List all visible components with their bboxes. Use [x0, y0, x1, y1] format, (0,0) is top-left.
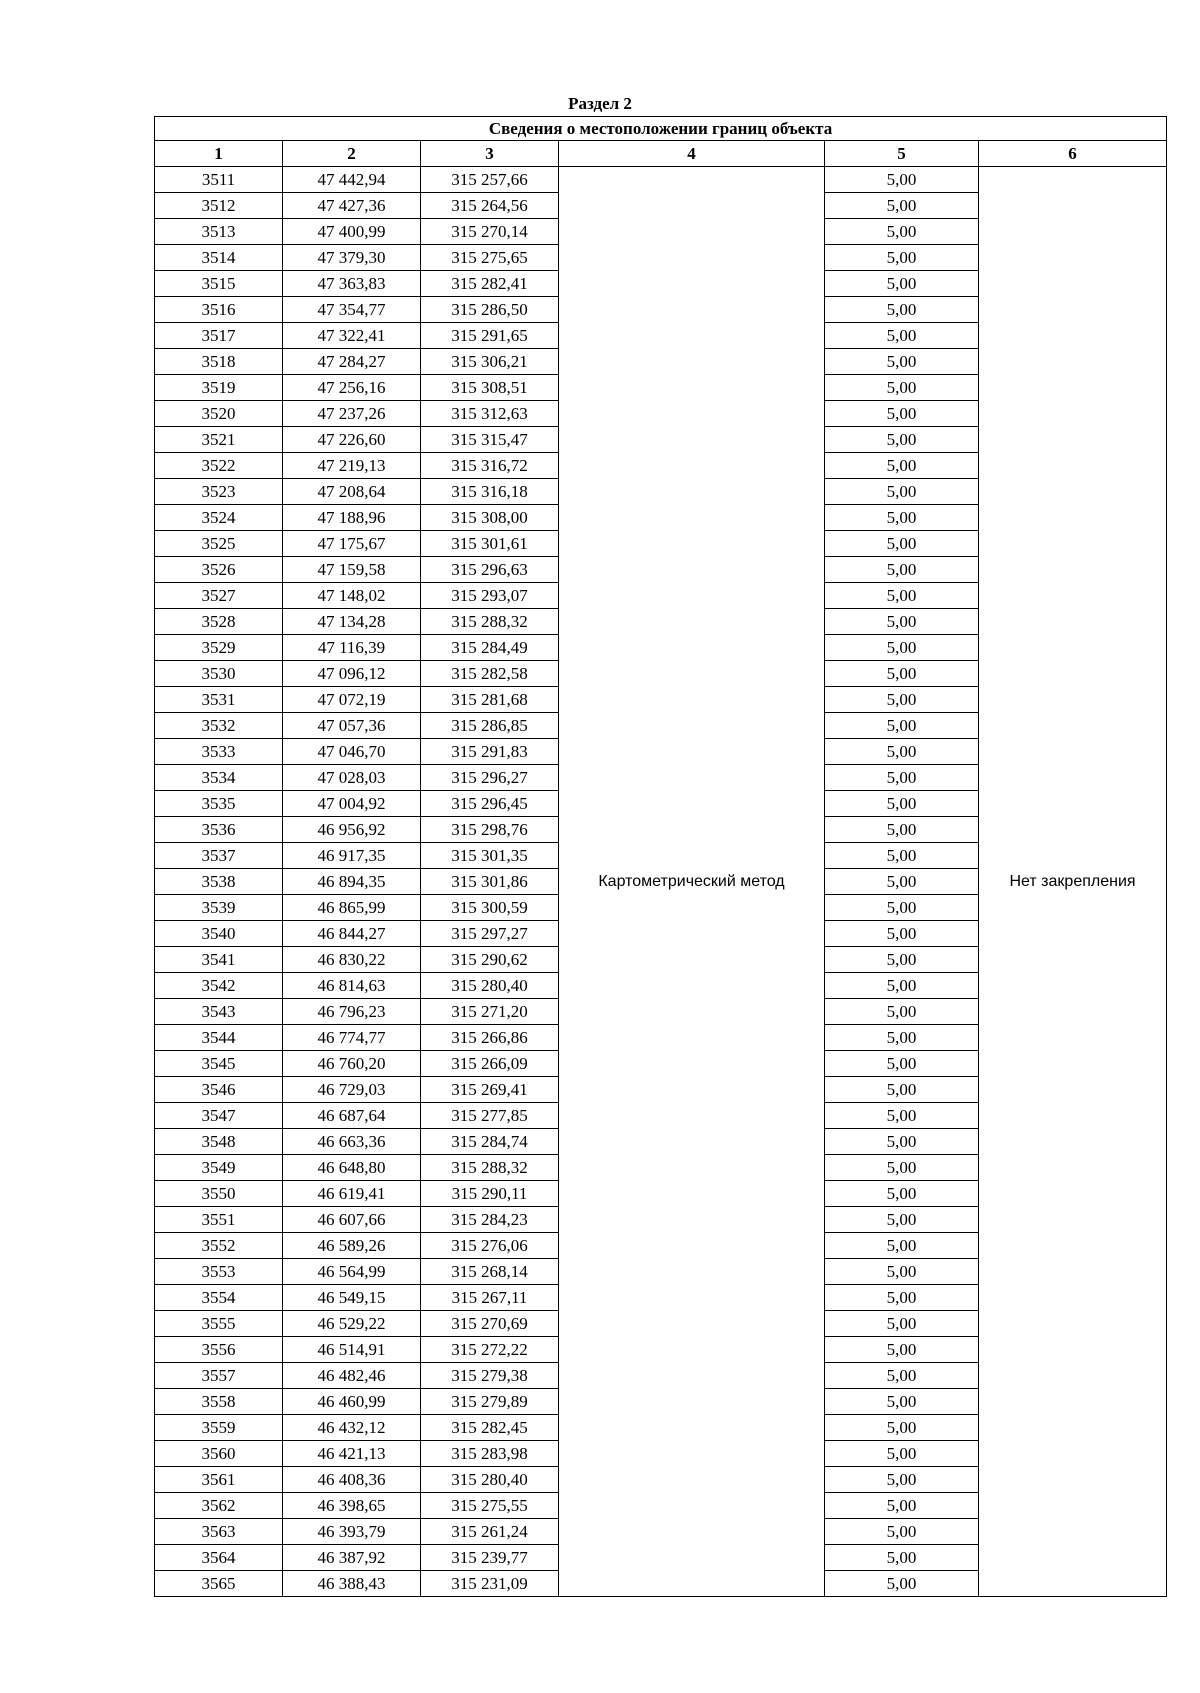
- point-number-cell: 3518: [155, 349, 283, 375]
- x-coordinate-cell: 46 460,99: [283, 1389, 421, 1415]
- x-coordinate-cell: 46 894,35: [283, 869, 421, 895]
- point-number-cell: 3560: [155, 1441, 283, 1467]
- point-number-cell: 3539: [155, 895, 283, 921]
- x-coordinate-cell: 47 004,92: [283, 791, 421, 817]
- fixation-cell: Нет закрепления: [979, 167, 1167, 1597]
- precision-cell: 5,00: [825, 1337, 979, 1363]
- x-coordinate-cell: 46 607,66: [283, 1207, 421, 1233]
- point-number-cell: 3528: [155, 609, 283, 635]
- x-coordinate-cell: 47 046,70: [283, 739, 421, 765]
- precision-cell: 5,00: [825, 453, 979, 479]
- precision-cell: 5,00: [825, 583, 979, 609]
- point-number-cell: 3527: [155, 583, 283, 609]
- y-coordinate-cell: 315 288,32: [421, 1155, 559, 1181]
- point-number-cell: 3559: [155, 1415, 283, 1441]
- precision-cell: 5,00: [825, 765, 979, 791]
- y-coordinate-cell: 315 277,85: [421, 1103, 559, 1129]
- column-header-3: 3: [421, 141, 559, 167]
- precision-cell: 5,00: [825, 531, 979, 557]
- column-header-5: 5: [825, 141, 979, 167]
- precision-cell: 5,00: [825, 349, 979, 375]
- x-coordinate-cell: 47 134,28: [283, 609, 421, 635]
- x-coordinate-cell: 46 844,27: [283, 921, 421, 947]
- precision-cell: 5,00: [825, 973, 979, 999]
- y-coordinate-cell: 315 282,45: [421, 1415, 559, 1441]
- precision-cell: 5,00: [825, 843, 979, 869]
- x-coordinate-cell: 46 564,99: [283, 1259, 421, 1285]
- x-coordinate-cell: 47 159,58: [283, 557, 421, 583]
- y-coordinate-cell: 315 308,00: [421, 505, 559, 531]
- point-number-cell: 3544: [155, 1025, 283, 1051]
- point-number-cell: 3530: [155, 661, 283, 687]
- y-coordinate-cell: 315 316,72: [421, 453, 559, 479]
- table-body: [155, 167, 1167, 1597]
- x-coordinate-cell: 46 956,92: [283, 817, 421, 843]
- column-header-6: 6: [979, 141, 1167, 167]
- precision-cell: 5,00: [825, 817, 979, 843]
- x-coordinate-cell: 47 363,83: [283, 271, 421, 297]
- point-number-cell: 3533: [155, 739, 283, 765]
- y-coordinate-cell: 315 266,86: [421, 1025, 559, 1051]
- y-coordinate-cell: 315 275,55: [421, 1493, 559, 1519]
- precision-cell: 5,00: [825, 1389, 979, 1415]
- x-coordinate-cell: 47 148,02: [283, 583, 421, 609]
- y-coordinate-cell: 315 291,83: [421, 739, 559, 765]
- y-coordinate-cell: 315 257,66: [421, 167, 559, 193]
- precision-cell: 5,00: [825, 323, 979, 349]
- point-number-cell: 3551: [155, 1207, 283, 1233]
- y-coordinate-cell: 315 301,86: [421, 869, 559, 895]
- precision-cell: 5,00: [825, 245, 979, 271]
- y-coordinate-cell: 315 315,47: [421, 427, 559, 453]
- precision-cell: 5,00: [825, 1207, 979, 1233]
- x-coordinate-cell: 46 387,92: [283, 1545, 421, 1571]
- y-coordinate-cell: 315 296,45: [421, 791, 559, 817]
- y-coordinate-cell: 315 293,07: [421, 583, 559, 609]
- point-number-cell: 3563: [155, 1519, 283, 1545]
- point-number-cell: 3538: [155, 869, 283, 895]
- x-coordinate-cell: 46 814,63: [283, 973, 421, 999]
- method-cell: Картометрический метод: [559, 167, 825, 1597]
- precision-cell: 5,00: [825, 401, 979, 427]
- point-number-cell: 3525: [155, 531, 283, 557]
- y-coordinate-cell: 315 270,14: [421, 219, 559, 245]
- y-coordinate-cell: 315 276,06: [421, 1233, 559, 1259]
- x-coordinate-cell: 47 208,64: [283, 479, 421, 505]
- x-coordinate-cell: 46 408,36: [283, 1467, 421, 1493]
- y-coordinate-cell: 315 239,77: [421, 1545, 559, 1571]
- point-number-cell: 3519: [155, 375, 283, 401]
- x-coordinate-cell: 46 529,22: [283, 1311, 421, 1337]
- precision-cell: 5,00: [825, 1363, 979, 1389]
- y-coordinate-cell: 315 308,51: [421, 375, 559, 401]
- y-coordinate-cell: 315 275,65: [421, 245, 559, 271]
- point-number-cell: 3511: [155, 167, 283, 193]
- precision-cell: 5,00: [825, 1233, 979, 1259]
- precision-cell: 5,00: [825, 193, 979, 219]
- x-coordinate-cell: 46 398,65: [283, 1493, 421, 1519]
- y-coordinate-cell: 315 286,50: [421, 297, 559, 323]
- point-number-cell: 3557: [155, 1363, 283, 1389]
- precision-cell: 5,00: [825, 1129, 979, 1155]
- x-coordinate-cell: 47 116,39: [283, 635, 421, 661]
- precision-cell: 5,00: [825, 1441, 979, 1467]
- point-number-cell: 3542: [155, 973, 283, 999]
- x-coordinate-cell: 46 663,36: [283, 1129, 421, 1155]
- precision-cell: 5,00: [825, 1103, 979, 1129]
- x-coordinate-cell: 46 865,99: [283, 895, 421, 921]
- y-coordinate-cell: 315 296,63: [421, 557, 559, 583]
- y-coordinate-cell: 315 306,21: [421, 349, 559, 375]
- precision-cell: 5,00: [825, 1519, 979, 1545]
- point-number-cell: 3521: [155, 427, 283, 453]
- point-number-cell: 3547: [155, 1103, 283, 1129]
- y-coordinate-cell: 315 290,62: [421, 947, 559, 973]
- precision-cell: 5,00: [825, 1571, 979, 1597]
- precision-cell: 5,00: [825, 1259, 979, 1285]
- precision-cell: 5,00: [825, 375, 979, 401]
- y-coordinate-cell: 315 270,69: [421, 1311, 559, 1337]
- x-coordinate-cell: 46 388,43: [283, 1571, 421, 1597]
- x-coordinate-cell: 47 175,67: [283, 531, 421, 557]
- point-number-cell: 3543: [155, 999, 283, 1025]
- precision-cell: 5,00: [825, 869, 979, 895]
- x-coordinate-cell: 47 427,36: [283, 193, 421, 219]
- point-number-cell: 3549: [155, 1155, 283, 1181]
- y-coordinate-cell: 315 284,49: [421, 635, 559, 661]
- precision-cell: 5,00: [825, 505, 979, 531]
- y-coordinate-cell: 315 288,32: [421, 609, 559, 635]
- precision-cell: 5,00: [825, 791, 979, 817]
- point-number-cell: 3556: [155, 1337, 283, 1363]
- y-coordinate-cell: 315 283,98: [421, 1441, 559, 1467]
- precision-cell: 5,00: [825, 271, 979, 297]
- point-number-cell: 3513: [155, 219, 283, 245]
- x-coordinate-cell: 47 237,26: [283, 401, 421, 427]
- point-number-cell: 3540: [155, 921, 283, 947]
- precision-cell: 5,00: [825, 1181, 979, 1207]
- precision-cell: 5,00: [825, 713, 979, 739]
- precision-cell: 5,00: [825, 479, 979, 505]
- x-coordinate-cell: 47 226,60: [283, 427, 421, 453]
- y-coordinate-cell: 315 268,14: [421, 1259, 559, 1285]
- point-number-cell: 3537: [155, 843, 283, 869]
- point-number-cell: 3536: [155, 817, 283, 843]
- precision-cell: 5,00: [825, 219, 979, 245]
- x-coordinate-cell: 47 442,94: [283, 167, 421, 193]
- y-coordinate-cell: 315 284,74: [421, 1129, 559, 1155]
- point-number-cell: 3532: [155, 713, 283, 739]
- x-coordinate-cell: 46 619,41: [283, 1181, 421, 1207]
- point-number-cell: 3561: [155, 1467, 283, 1493]
- y-coordinate-cell: 315 296,27: [421, 765, 559, 791]
- precision-cell: 5,00: [825, 921, 979, 947]
- x-coordinate-cell: 46 687,64: [283, 1103, 421, 1129]
- point-number-cell: 3555: [155, 1311, 283, 1337]
- x-coordinate-cell: 47 057,36: [283, 713, 421, 739]
- precision-cell: 5,00: [825, 1077, 979, 1103]
- precision-cell: 5,00: [825, 1155, 979, 1181]
- y-coordinate-cell: 315 297,27: [421, 921, 559, 947]
- y-coordinate-cell: 315 266,09: [421, 1051, 559, 1077]
- y-coordinate-cell: 315 286,85: [421, 713, 559, 739]
- precision-cell: 5,00: [825, 1285, 979, 1311]
- y-coordinate-cell: 315 269,41: [421, 1077, 559, 1103]
- precision-cell: 5,00: [825, 999, 979, 1025]
- point-number-cell: 3514: [155, 245, 283, 271]
- x-coordinate-cell: 46 774,77: [283, 1025, 421, 1051]
- x-coordinate-cell: 47 400,99: [283, 219, 421, 245]
- section-title: Раздел 2: [568, 94, 632, 113]
- y-coordinate-cell: 315 301,35: [421, 843, 559, 869]
- precision-cell: 5,00: [825, 1415, 979, 1441]
- y-coordinate-cell: 315 271,20: [421, 999, 559, 1025]
- column-header-1: 1: [155, 141, 283, 167]
- x-coordinate-cell: 47 096,12: [283, 661, 421, 687]
- y-coordinate-cell: 315 282,41: [421, 271, 559, 297]
- y-coordinate-cell: 315 298,76: [421, 817, 559, 843]
- point-number-cell: 3535: [155, 791, 283, 817]
- x-coordinate-cell: 46 917,35: [283, 843, 421, 869]
- column-header-2: 2: [283, 141, 421, 167]
- y-coordinate-cell: 315 264,56: [421, 193, 559, 219]
- point-number-cell: 3565: [155, 1571, 283, 1597]
- point-number-cell: 3552: [155, 1233, 283, 1259]
- boundary-coordinates-table: [154, 116, 1167, 1597]
- y-coordinate-cell: 315 300,59: [421, 895, 559, 921]
- precision-cell: 5,00: [825, 167, 979, 193]
- x-coordinate-cell: 47 284,27: [283, 349, 421, 375]
- y-coordinate-cell: 315 282,58: [421, 661, 559, 687]
- point-number-cell: 3516: [155, 297, 283, 323]
- point-number-cell: 3515: [155, 271, 283, 297]
- y-coordinate-cell: 315 280,40: [421, 973, 559, 999]
- point-number-cell: 3531: [155, 687, 283, 713]
- precision-cell: 5,00: [825, 557, 979, 583]
- table-row: [155, 167, 1167, 193]
- point-number-cell: 3534: [155, 765, 283, 791]
- precision-cell: 5,00: [825, 947, 979, 973]
- x-coordinate-cell: 46 421,13: [283, 1441, 421, 1467]
- precision-cell: 5,00: [825, 895, 979, 921]
- point-number-cell: 3553: [155, 1259, 283, 1285]
- precision-cell: 5,00: [825, 1051, 979, 1077]
- y-coordinate-cell: 315 316,18: [421, 479, 559, 505]
- precision-cell: 5,00: [825, 1493, 979, 1519]
- point-number-cell: 3562: [155, 1493, 283, 1519]
- x-coordinate-cell: 47 072,19: [283, 687, 421, 713]
- point-number-cell: 3529: [155, 635, 283, 661]
- x-coordinate-cell: 46 589,26: [283, 1233, 421, 1259]
- table-caption: Сведения о местоположении границ объекта: [155, 117, 1167, 141]
- precision-cell: 5,00: [825, 661, 979, 687]
- point-number-cell: 3517: [155, 323, 283, 349]
- y-coordinate-cell: 315 279,89: [421, 1389, 559, 1415]
- point-number-cell: 3554: [155, 1285, 283, 1311]
- y-coordinate-cell: 315 301,61: [421, 531, 559, 557]
- y-coordinate-cell: 315 279,38: [421, 1363, 559, 1389]
- y-coordinate-cell: 315 291,65: [421, 323, 559, 349]
- precision-cell: 5,00: [825, 739, 979, 765]
- point-number-cell: 3550: [155, 1181, 283, 1207]
- precision-cell: 5,00: [825, 1025, 979, 1051]
- precision-cell: 5,00: [825, 427, 979, 453]
- point-number-cell: 3545: [155, 1051, 283, 1077]
- x-coordinate-cell: 46 482,46: [283, 1363, 421, 1389]
- y-coordinate-cell: 315 267,11: [421, 1285, 559, 1311]
- y-coordinate-cell: 315 281,68: [421, 687, 559, 713]
- point-number-cell: 3526: [155, 557, 283, 583]
- y-coordinate-cell: 315 280,40: [421, 1467, 559, 1493]
- precision-cell: 5,00: [825, 297, 979, 323]
- x-coordinate-cell: 47 379,30: [283, 245, 421, 271]
- precision-cell: 5,00: [825, 1467, 979, 1493]
- y-coordinate-cell: 315 312,63: [421, 401, 559, 427]
- precision-cell: 5,00: [825, 1311, 979, 1337]
- x-coordinate-cell: 46 549,15: [283, 1285, 421, 1311]
- point-number-cell: 3564: [155, 1545, 283, 1571]
- point-number-cell: 3520: [155, 401, 283, 427]
- point-number-cell: 3558: [155, 1389, 283, 1415]
- x-coordinate-cell: 46 393,79: [283, 1519, 421, 1545]
- precision-cell: 5,00: [825, 1545, 979, 1571]
- x-coordinate-cell: 47 354,77: [283, 297, 421, 323]
- point-number-cell: 3523: [155, 479, 283, 505]
- x-coordinate-cell: 46 796,23: [283, 999, 421, 1025]
- precision-cell: 5,00: [825, 609, 979, 635]
- point-number-cell: 3524: [155, 505, 283, 531]
- point-number-cell: 3522: [155, 453, 283, 479]
- y-coordinate-cell: 315 231,09: [421, 1571, 559, 1597]
- x-coordinate-cell: 46 760,20: [283, 1051, 421, 1077]
- y-coordinate-cell: 315 261,24: [421, 1519, 559, 1545]
- x-coordinate-cell: 46 830,22: [283, 947, 421, 973]
- x-coordinate-cell: 47 188,96: [283, 505, 421, 531]
- point-number-cell: 3548: [155, 1129, 283, 1155]
- x-coordinate-cell: 47 219,13: [283, 453, 421, 479]
- y-coordinate-cell: 315 272,22: [421, 1337, 559, 1363]
- y-coordinate-cell: 315 284,23: [421, 1207, 559, 1233]
- x-coordinate-cell: 46 729,03: [283, 1077, 421, 1103]
- x-coordinate-cell: 46 514,91: [283, 1337, 421, 1363]
- x-coordinate-cell: 47 256,16: [283, 375, 421, 401]
- x-coordinate-cell: 47 028,03: [283, 765, 421, 791]
- point-number-cell: 3541: [155, 947, 283, 973]
- x-coordinate-cell: 46 648,80: [283, 1155, 421, 1181]
- x-coordinate-cell: 46 432,12: [283, 1415, 421, 1441]
- precision-cell: 5,00: [825, 687, 979, 713]
- x-coordinate-cell: 47 322,41: [283, 323, 421, 349]
- y-coordinate-cell: 315 290,11: [421, 1181, 559, 1207]
- column-header-4: 4: [559, 141, 825, 167]
- point-number-cell: 3546: [155, 1077, 283, 1103]
- precision-cell: 5,00: [825, 635, 979, 661]
- point-number-cell: 3512: [155, 193, 283, 219]
